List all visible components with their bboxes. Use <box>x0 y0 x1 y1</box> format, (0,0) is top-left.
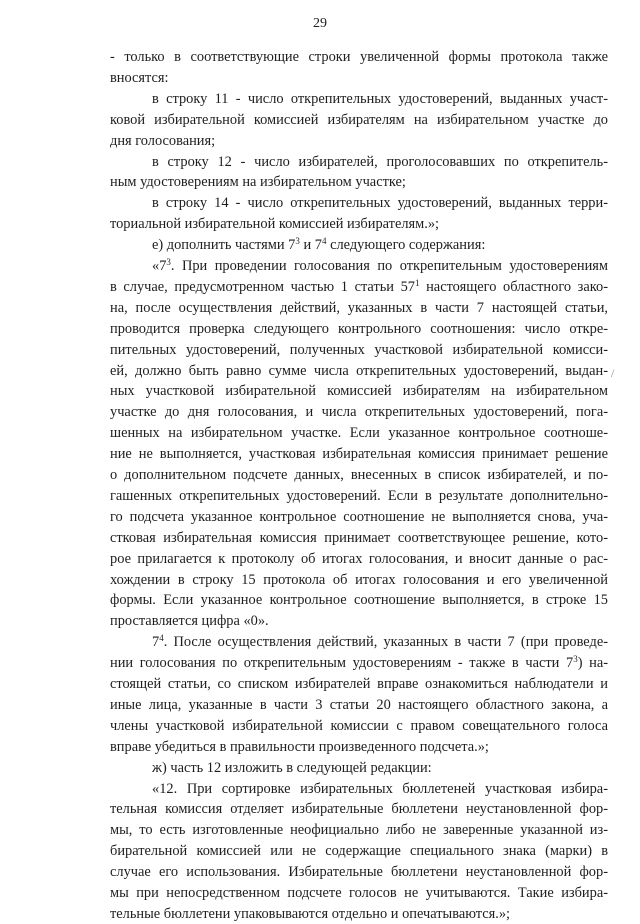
text-run: ) на- <box>577 655 608 672</box>
text-run: стоящей статьи, со списком избирателей вправе ознакомиться наблюдатели и <box>110 676 608 692</box>
text-run: мы при непосредственном подсчете голосов не учитываются. Такие избира- <box>110 885 608 901</box>
text-line <box>110 278 608 297</box>
text-run: е) дополнить частями 7 <box>152 237 296 254</box>
text-line <box>110 800 608 819</box>
text-line <box>110 571 608 590</box>
text-run: дня голосования; <box>110 132 216 149</box>
text-run: проставляется цифра «0». <box>110 613 269 630</box>
text-line <box>110 842 608 861</box>
text-line <box>110 508 608 527</box>
text-line <box>110 466 608 485</box>
text-run: ториальной избирательной комиссией избирателям.»; <box>110 216 440 233</box>
text-line <box>110 738 608 757</box>
text-line <box>110 884 608 903</box>
text-run: гашенных открепительных удостоверений. Если в результате дополнительно- <box>110 487 608 504</box>
text-run: члены участковой избирательной комиссии с правом совещательного голоса <box>110 717 608 734</box>
text-run: го подсчета указанное контрольное соотношение не выполняется снова, уча- <box>110 508 608 525</box>
text-line <box>110 403 608 422</box>
text-run: формы. Если указанное контрольное соотношение выполняется, в строке 15 <box>110 592 608 609</box>
text-line <box>110 675 608 694</box>
text-run: следующего содержания: <box>326 237 486 254</box>
text-run: настоящего областного зако- <box>419 278 608 295</box>
text-line <box>110 863 608 882</box>
text-run: пительных удостоверений, полученных участковой избирательной комисси- <box>110 341 608 358</box>
text-line <box>110 132 608 151</box>
text-run: 7 <box>152 634 160 651</box>
text-run: в случае, предусмотренном частью 1 статьи 57 <box>110 278 415 295</box>
text-run: нии голосования по открепительным удостоверениям - также в части 7 <box>110 655 574 672</box>
text-run: «12. При сортировке избирательных бюллетеней участковая избира- <box>152 780 608 797</box>
text-line <box>152 257 608 276</box>
text-run: случае его использования. Избирательные бюллетени неустановленной фор- <box>110 864 608 881</box>
text-run: в строку 11 - число открепительных удостоверений, выданных участ- <box>152 90 608 107</box>
superscript: 4 <box>159 633 164 644</box>
text-run: в строку 12 - число избирателей, проголосовавших по открепитель- <box>152 153 608 170</box>
text-run: рое прилагается к протоколу об итогах голосования, и вносит данные о рас- <box>110 550 608 567</box>
text-line <box>152 90 608 109</box>
text-line <box>152 194 608 213</box>
text-line <box>110 550 608 569</box>
text-run: . При проведении голосования по открепительным удостоверениям <box>170 258 608 274</box>
text-line <box>110 821 608 840</box>
text-line <box>152 236 608 255</box>
text-line <box>110 215 608 234</box>
superscript: 3 <box>166 257 171 267</box>
text-line <box>152 759 608 778</box>
text-line <box>110 654 608 673</box>
text-run: иные лица, указанные в части 3 статьи 20 настоящего областного закона, а <box>110 696 608 713</box>
text-line <box>152 633 608 652</box>
text-run: о дополнительном подсчете данных, внесенных в список избирателей, и по- <box>110 467 608 483</box>
text-line <box>110 341 608 360</box>
text-line <box>110 69 608 88</box>
text-run: ж) часть 12 изложить в следующей редакции: <box>152 759 432 776</box>
text-run: «7 <box>152 258 167 274</box>
text-run: хождении в строку 15 протокола об итогах голосования и его увеличенной <box>110 571 608 588</box>
text-line <box>110 382 608 401</box>
text-line <box>110 696 608 715</box>
text-run: ным удостоверениям на избирательном участке; <box>110 174 406 191</box>
text-line <box>110 591 608 610</box>
text-run: проводится проверка следующего контрольного соотношения: число откре- <box>110 320 608 337</box>
margin-mark: / <box>611 366 615 380</box>
superscript: 4 <box>321 236 327 247</box>
text-run: шенных на избирательном участке. Если указанное контрольное соотноше- <box>110 425 608 442</box>
text-line <box>110 717 608 736</box>
text-run: ей, должно быть равно сумме числа открепительных удостоверений, выдан- <box>110 362 608 379</box>
text-line <box>110 111 608 130</box>
text-line <box>110 424 608 443</box>
text-run: в строку 14 - число открепительных удостоверений, выданных терри- <box>152 195 608 212</box>
text-run: ных участковой избирательной комиссией избирателям на избирательном <box>110 383 608 400</box>
text-run: стковая избирательная комиссия принимает соответствующее решение, кото- <box>110 529 608 546</box>
text-line <box>110 612 608 631</box>
text-line <box>152 780 608 799</box>
text-run: и 7 <box>299 237 322 254</box>
text-line <box>110 362 608 381</box>
text-line <box>110 487 608 506</box>
text-run: ние не выполняется, участковая избирательная комиссия принимает решение <box>110 446 608 463</box>
text-line <box>110 48 608 67</box>
text-line <box>110 445 608 464</box>
text-run: участке до дня голосования, и числа открепительных удостоверений, пога- <box>110 404 608 421</box>
text-run: бирательной комиссией или не содержащие специального знака (марки) в <box>110 843 608 860</box>
text-run: - только в соответствующие строки увеличенной формы протокола также <box>110 49 608 65</box>
text-line <box>110 905 608 924</box>
text-run: вправе убедиться в правильности произведенного подсчета.»; <box>110 738 489 755</box>
text-line <box>152 153 608 172</box>
text-line <box>110 320 608 339</box>
text-run: тельные бюллетени упаковываются отдельно и опечатываются.»; <box>110 905 511 922</box>
superscript: 3 <box>573 654 578 665</box>
text-run: ковой избирательной комиссией избирателям на избирательном участке до <box>110 111 608 128</box>
text-line <box>110 173 608 192</box>
text-run: . После осуществления действий, указанных в части 7 (при проведе- <box>163 634 608 651</box>
text-line <box>110 299 608 318</box>
text-run: вносятся: <box>110 69 169 86</box>
page-number: 29 <box>313 16 327 31</box>
text-line <box>110 529 608 548</box>
text-run: тельная комиссия отделяет избирательные бюллетени неустановленной фор- <box>110 801 608 818</box>
text-run: на, после осуществления действий, указанных в части 7 настоящей статьи, <box>110 299 608 316</box>
superscript: 1 <box>415 277 420 288</box>
superscript: 3 <box>295 236 300 247</box>
text-run: мы, то есть изготовленные неофициально либо не заверенные указанной из- <box>110 822 608 839</box>
